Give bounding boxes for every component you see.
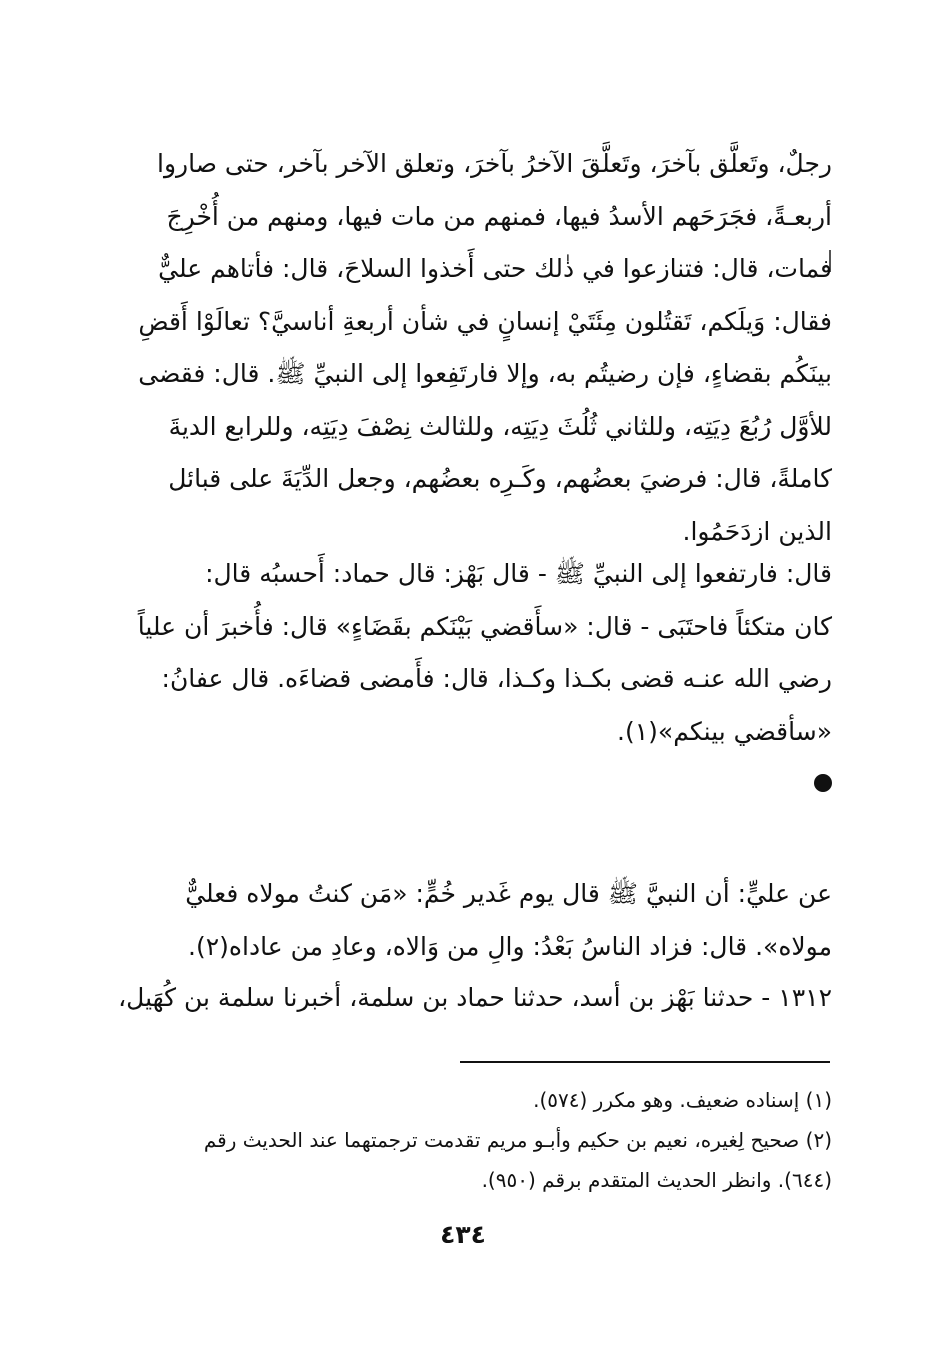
text-line: أربعـةً، فجَرَحَهم الأسدُ فيها، فمنهم من مات فيها، ومنهم من أُخْرِجَ <box>166 201 832 231</box>
bullet-icon <box>814 774 832 792</box>
text-line: فقال: وَيلَكم، تَقتُلون مِئَتَيْ إنسانٍ في شأن أربعةِ أناسيَّ؟ تعالَوْا أَقضِ <box>138 306 832 336</box>
footnotes <box>94 1080 832 1200</box>
text-line: كان متكئاً فاحتَبَى - قال: «سأَقضي بَيْنَكم بقَضَاءٍ» قال: فأُخبرَ أن علياً <box>137 611 832 641</box>
text-line: للأوَّل رُبُعَ دِيَتِه، وللثاني ثُلُثَ دِيَتِه، وللثالث نِصْفَ دِيَتِه، وللرابع الديةَ <box>168 411 832 441</box>
footnote-line: (١) إسناده ضعيف. وهو مكرر (٥٧٤). <box>533 1088 832 1112</box>
hadith-1311-matn <box>94 868 832 973</box>
footnote-rule <box>460 1061 830 1063</box>
paragraph-2 <box>94 548 832 758</box>
page-number: ٤٣٤ <box>440 1220 486 1249</box>
text-line: بينَكُم بقضاءٍ، فإن رضيتُم به، وإلا فارتَفِعوا إلى النبيِّ ﷺ. قال: فقضى <box>138 359 832 388</box>
text-line: الذين ازدَحَمُوا. <box>682 516 832 546</box>
text-line: كاملةً، قال: فرضيَ بعضُهم، وكَـرِه بعضُهم، وجعل الدِّيَةَ على قبائل <box>168 464 832 493</box>
text-line: رجلٌ، وتَعلَّق بآخرَ، وتَعلَّقَ الآخرُ بآخرَ، وتعلق الآخر بآخر، حتى صاروا <box>157 149 832 178</box>
hadith-1311-isnad <box>94 760 832 804</box>
text-line: رضي الله عنـه قضى بكـذا وكـذا، قال: فأَمضى قضاءَه. قال عفانُ: <box>161 664 832 693</box>
hadith-1312 <box>94 972 832 1025</box>
text-line: عن عليٍّ: أن النبيَّ ﷺ قال يوم غَدير خُمٍّ: «مَن كنتُ مولاه فعليٌّ <box>185 879 832 908</box>
text-line: «سأقضي بينكم»(١). <box>617 716 832 746</box>
isnad-line <box>94 760 832 804</box>
text-line: فمات، قال: فتنازعوا في ذٰلك حتى أَخذوا السلاحَ، قال: فأتاهم عليٌّ <box>158 254 832 283</box>
footnote-line: (٦٤٤). وانظر الحديث المتقدم برقم (٩٥٠). <box>481 1168 832 1192</box>
text-line: ١٣١٢ - حدثنا بَهْز بن أسد، حدثنا حماد بن سلمة، أخبرنا سلمة بن كُهَيل، <box>118 983 832 1012</box>
text-line: مولاه». قال: فزاد الناسُ بَعْدُ: والِ من وَالاه، وعادِ من عاداه(٢). <box>188 931 832 961</box>
text-line: قال: فارتفعوا إلى النبيِّ ﷺ - قال بَهْز: قال حماد: أَحسبُه قال: <box>205 559 832 588</box>
footnote-line: (٢) صحيح لِغيره، نعيم بن حكيم وأبـو مريم تقدمت ترجمتهما عند الحديث رقم <box>203 1128 832 1152</box>
paragraph-1 <box>94 138 832 558</box>
